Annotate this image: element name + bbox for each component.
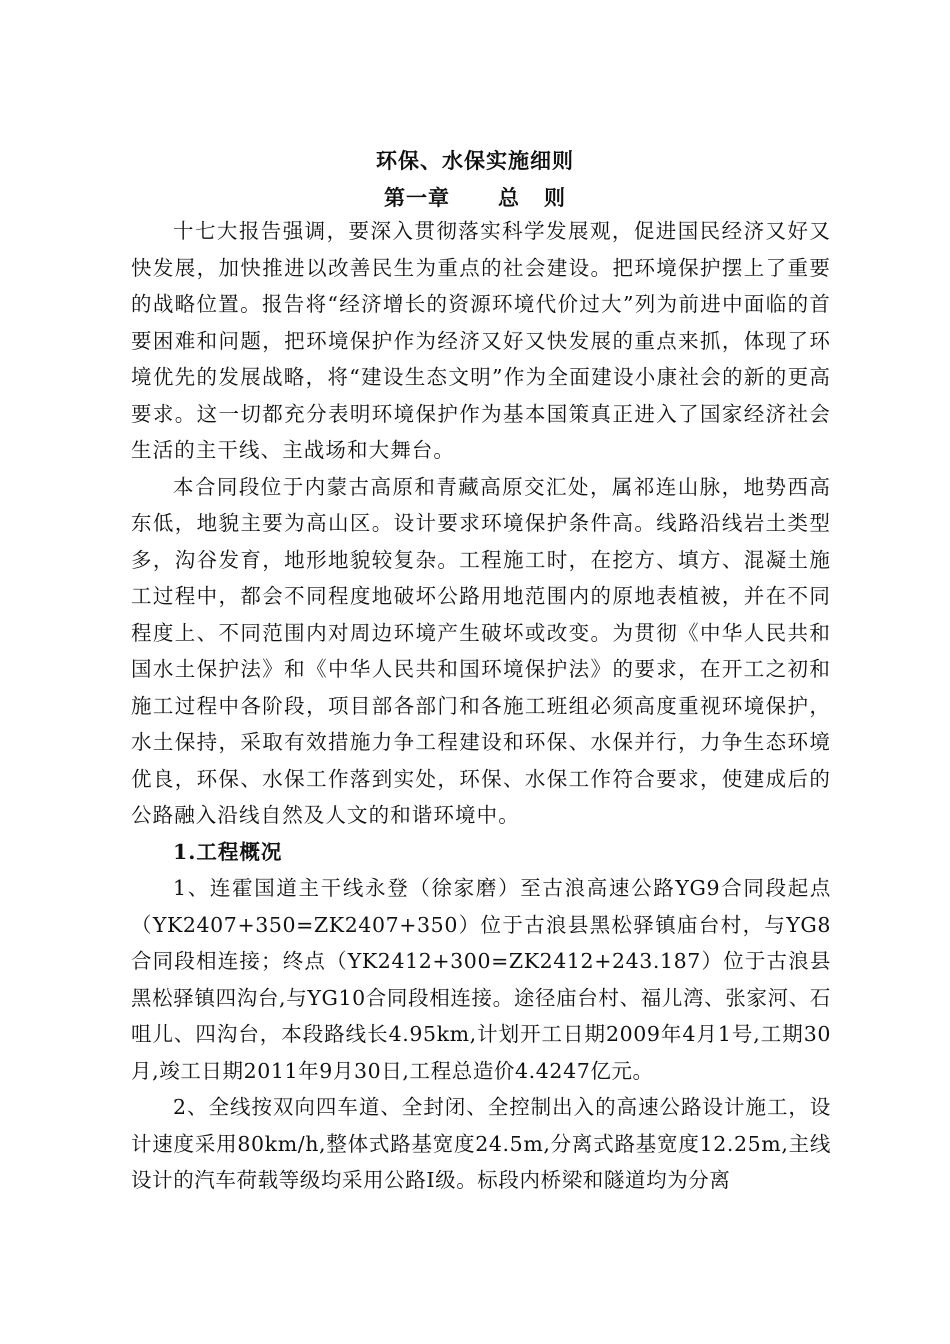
chapter-name-part1: 总 (498, 185, 520, 210)
paragraph-project-1: 1、连霍国道主干线永登（徐家磨）至古浪高速公路YG9合同段起点（YK2407+350=ZK2407+350）位于古浪县黑松驿镇庙台村，与YG8合同段相连接；终点（YK2412+300=ZK2412+243.187）位于古浪县黑松驿镇四沟台,与YG10合同段相连接。途径庙台村、福儿湾、张家河、石咀儿、四沟台，本段路线长4.95km,计划开工日期2009年4月1号,工期30月,竣工日期2011年9月30日,工程总造价4.4247亿元。 (131, 876, 831, 1083)
document-body (131, 213, 831, 1199)
paragraph-project-2: 2、全线按双向四车道、全封闭、全控制出入的高速公路设计施工，设计速度采用80km/h,整体式路基宽度24.5m,分离式路基宽度12.25m,主线设计的汽车荷载等级均采用公路Ⅰ级。标段内桥梁和隧道均为分离 (131, 1095, 831, 1192)
paragraph-intro: 十七大报告强调，要深入贯彻落实科学发展观，促进国民经济又好又快发展，加快推进以改善民生为重点的社会建设。把环境保护摆上了重要的战略位置。报告将“经济增长的资源环境代价过大”列为前进中面临的首要困难和问题，把环境保护作为经济又好又快发展的重点来抓，体现了环境优先的发展战略，将“建设生态文明”作为全面建设小康社会的新的更高要求。这一切都充分表明环境保护作为基本国策真正进入了国家经济社会生活的主干线、主战场和大舞台。 (131, 219, 831, 462)
document-title: 环保、水保实施细则 (376, 148, 574, 173)
section-heading: 1.工程概况 (173, 839, 283, 864)
chapter-number: 第一章 (384, 185, 450, 210)
paragraph-location: 本合同段位于内蒙古高原和青藏高原交汇处，属祁连山脉，地势西高东低，地貌主要为高山区。设计要求环境保护条件高。线路沿线岩土类型多，沟谷发育，地形地貌较复杂。工程施工时，在挖方、填方、混凝土施工过程中，都会不同程度地破坏公路用地范围内的原地表植被，并在不同程度上、不同范围内对周边环境产生破坏或改变。为贯彻《中华人民共和国水土保护法》和《中华人民共和国环境保护法》的要求，在开工之初和施工过程中各阶段，项目部各部门和各施工班组必须高度重视环境保护，水土保持，采取有效措施力争工程建设和环保、水保并行，力争生态环境优良，环保、水保工作落到实处，环保、水保工作符合要求，使建成后的公路融入沿线自然及人文的和谐环境中。 (131, 474, 831, 827)
chapter-name-part2: 则 (544, 185, 566, 210)
chapter-title (0, 183, 950, 213)
